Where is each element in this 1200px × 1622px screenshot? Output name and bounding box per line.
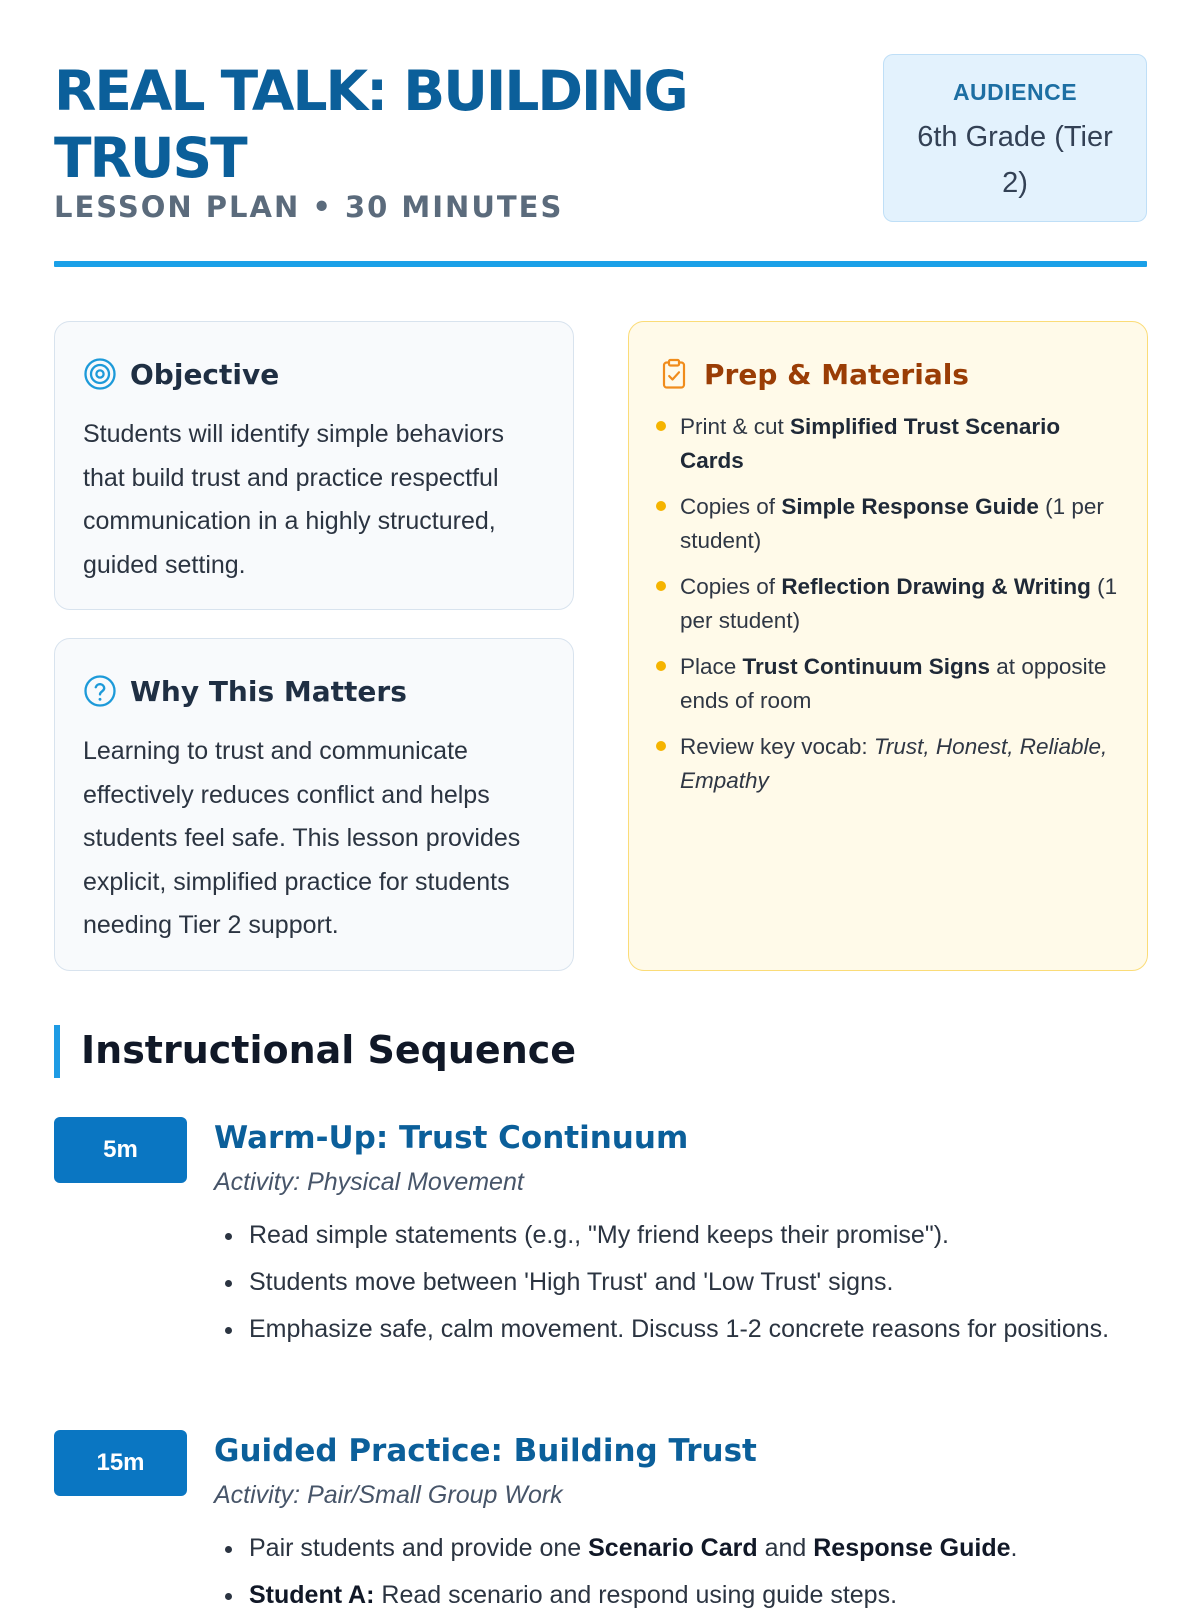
- header-divider: [54, 261, 1147, 267]
- duration-badge: 5m: [54, 1117, 187, 1183]
- step-bullet-list: [214, 1528, 1134, 1615]
- lesson-plan-page: [54, 0, 1147, 1609]
- objective-title: Objective: [130, 357, 280, 391]
- prep-materials-card: [628, 321, 1148, 971]
- step-bullet: • Read simple statements (e.g., "My friend keeps their promise").: [246, 1215, 1134, 1255]
- objective-card: [54, 321, 574, 610]
- audience-box: [883, 54, 1147, 222]
- prep-list: [653, 410, 1123, 810]
- duration-badge: 15m: [54, 1430, 187, 1496]
- step-bullet-list: [214, 1215, 1134, 1349]
- step-activity: Activity: Physical Movement: [214, 1168, 524, 1196]
- step-activity: Activity: Pair/Small Group Work: [214, 1481, 563, 1509]
- step-body: [214, 1430, 1134, 1622]
- why-card-header: [83, 671, 407, 711]
- clipboard-check-icon: [657, 357, 691, 391]
- prep-item: Copies of Simple Response Guide (1 per student): [653, 490, 1123, 558]
- why-this-matters-card: [54, 638, 574, 971]
- prep-item: Review key vocab: Trust, Honest, Reliable, Empathy: [653, 730, 1123, 798]
- audience-label: AUDIENCE: [952, 79, 1078, 105]
- lesson-subtitle: LESSON PLAN • 30 MINUTES: [54, 190, 564, 224]
- prep-item: Print & cut Simplified Trust Scenario Cards: [653, 410, 1123, 478]
- step-body: [214, 1117, 1134, 1356]
- section-heading-accent: [54, 1025, 60, 1078]
- lesson-header: [54, 54, 1147, 269]
- why-text: Learning to trust and communicate effectively reduces conflict and helps students feel safe. This lesson provides explicit, simplified practice for students needing Tier 2 support.: [83, 737, 521, 939]
- step-bullet: • Students move between 'High Trust' and 'Low Trust' signs.: [246, 1262, 1134, 1302]
- prep-item: Place Trust Continuum Signs at opposite ends of room: [653, 650, 1123, 718]
- instructional-sequence-heading: Instructional Sequence: [81, 1028, 577, 1072]
- why-title: Why This Matters: [130, 674, 407, 708]
- step-bullet: • Student A: Read scenario and respond using guide steps.: [246, 1575, 1134, 1615]
- vocab-list: Trust, Honest, Reliable, Empathy: [680, 734, 1108, 793]
- prep-title: Prep & Materials: [704, 357, 969, 391]
- audience-value: 6th Grade (Tier 2): [917, 121, 1113, 199]
- question-circle-icon: [83, 674, 117, 708]
- prep-item: Copies of Reflection Drawing & Writing (1 per student): [653, 570, 1123, 638]
- step-bullet: • Pair students and provide one Scenario Card and Response Guide.: [246, 1528, 1134, 1568]
- objective-text: Students will identify simple behaviors that build trust and practice respectful communication in a highly structured, guided setting.: [83, 420, 505, 579]
- step-bullet: • Emphasize safe, calm movement. Discuss 1-2 concrete reasons for positions.: [246, 1309, 1134, 1349]
- objective-card-header: [83, 354, 279, 394]
- step-title: Warm-Up: Trust Continuum: [214, 1120, 689, 1156]
- target-icon: [83, 357, 117, 391]
- prep-card-header: [657, 354, 969, 394]
- page-title: REAL TALK: BUILDING TRUST: [54, 59, 687, 190]
- step-title: Guided Practice: Building Trust: [214, 1433, 757, 1469]
